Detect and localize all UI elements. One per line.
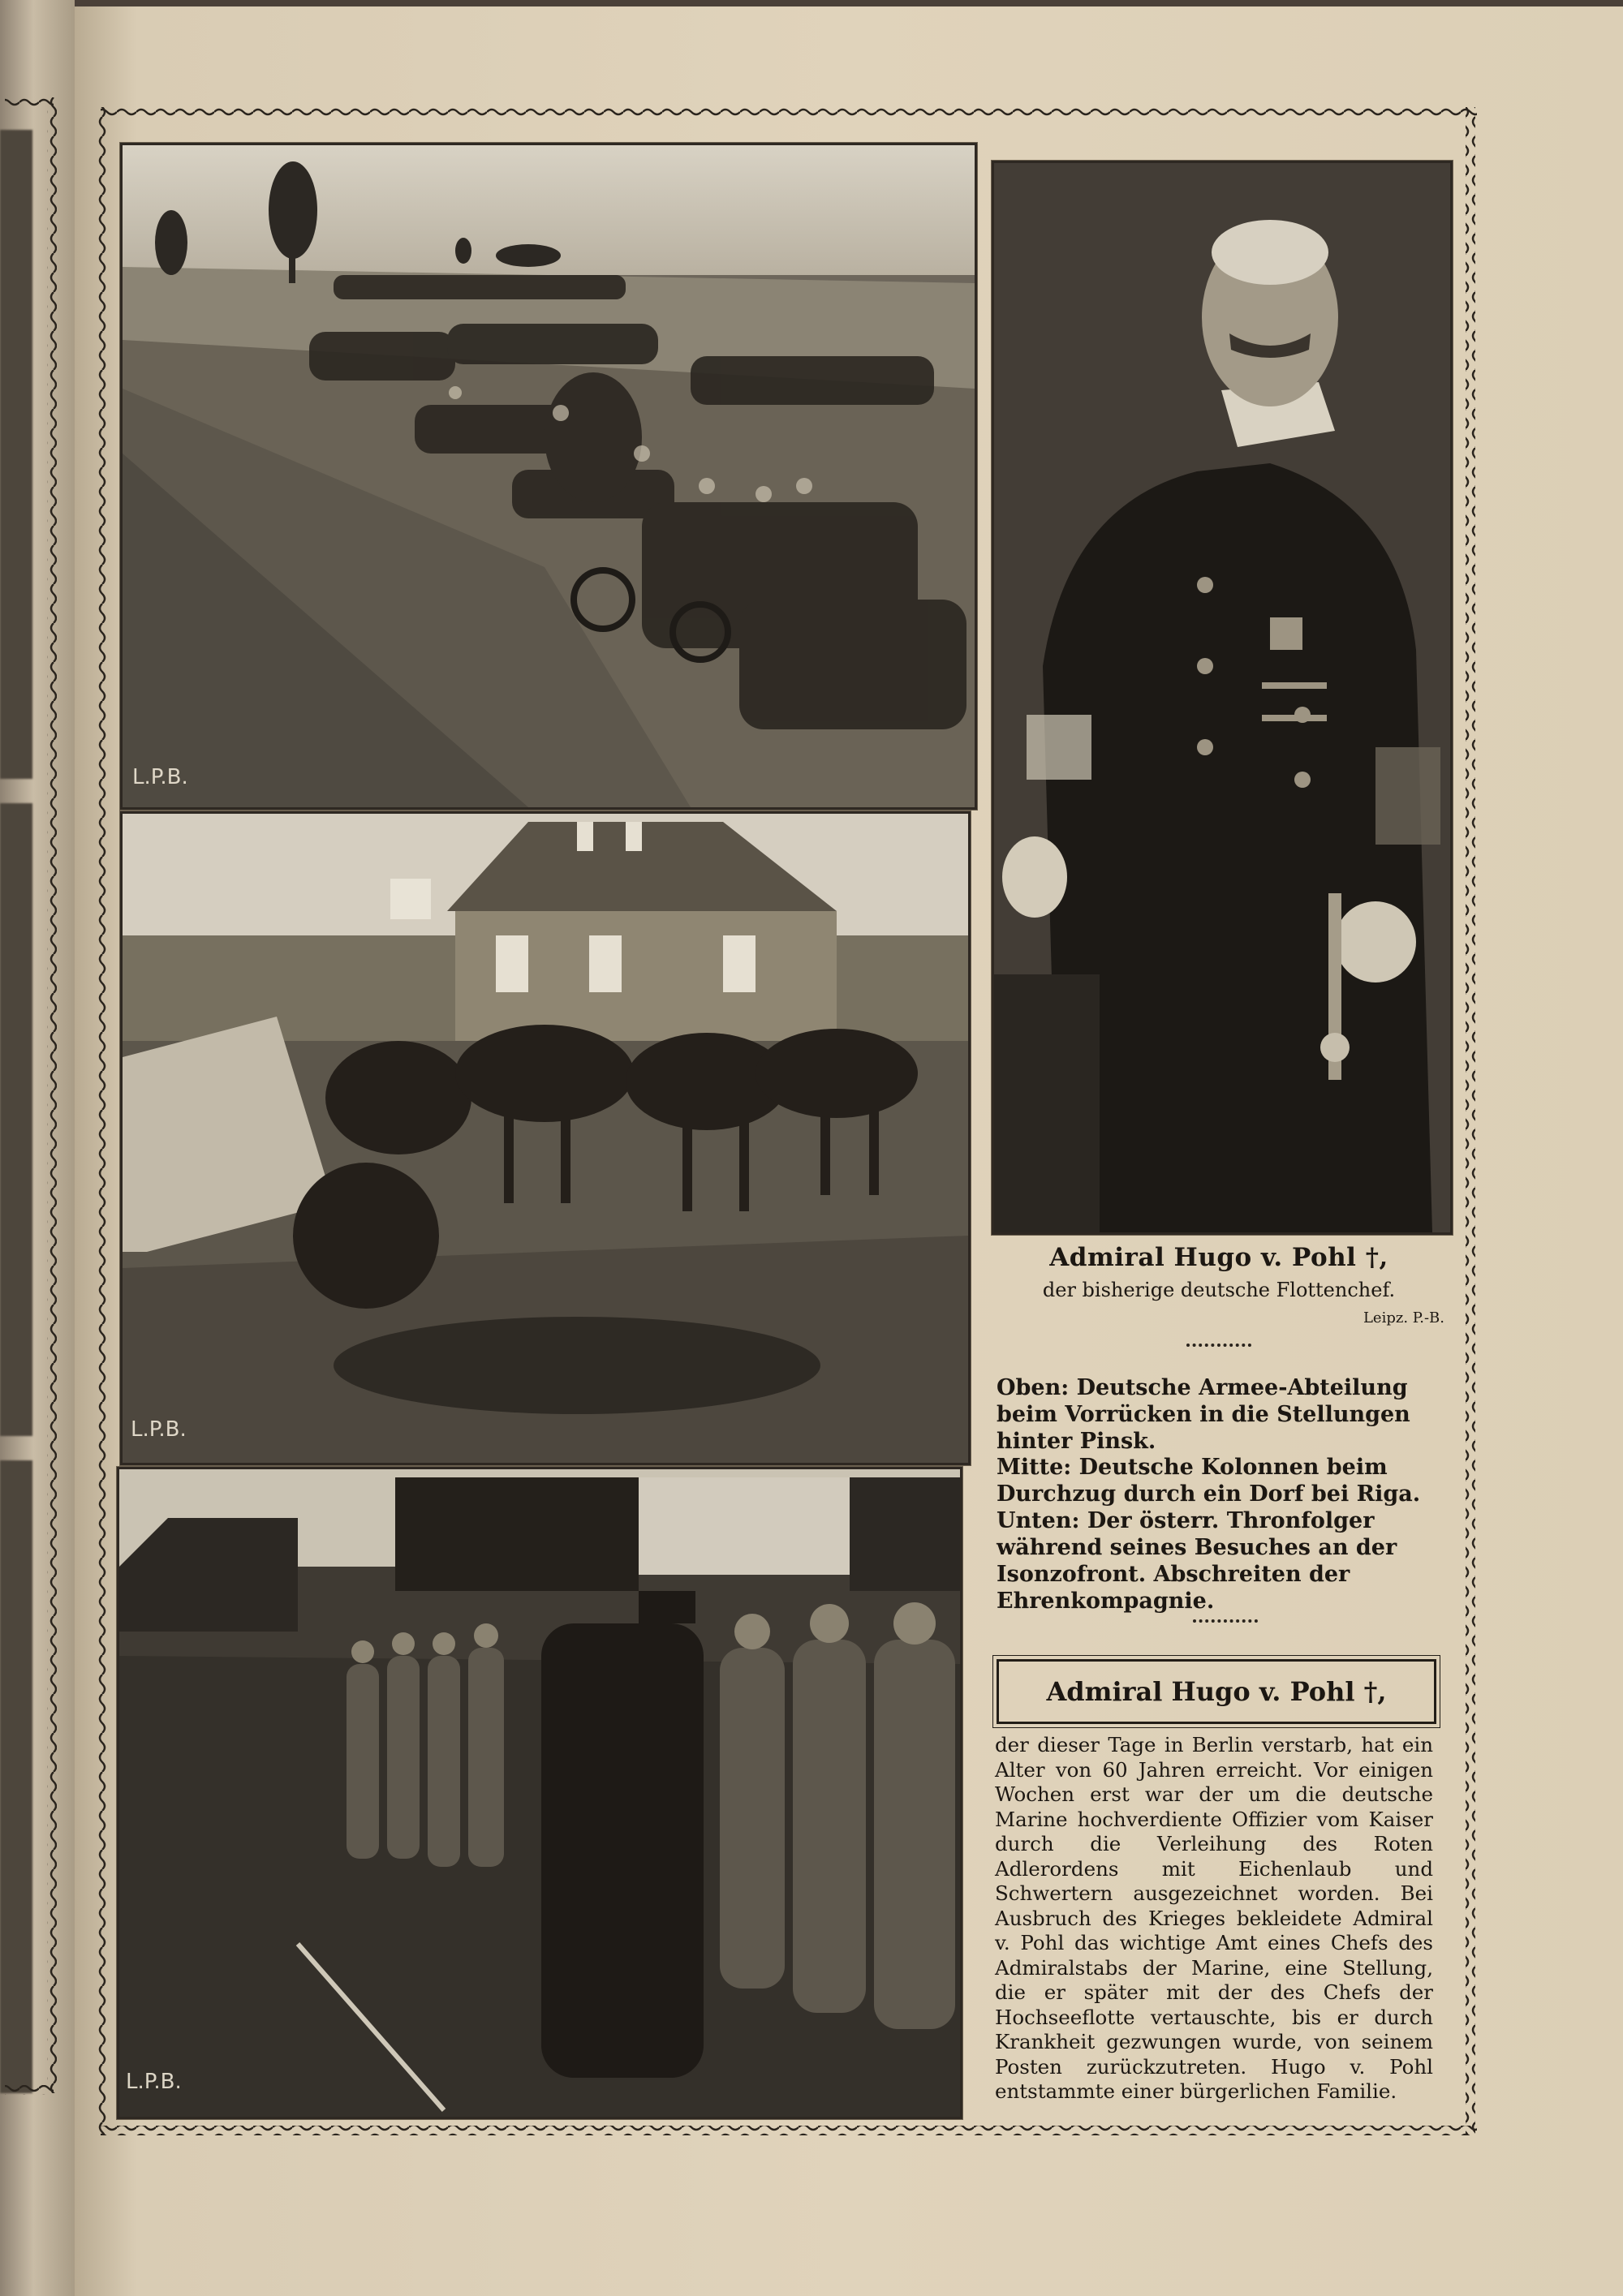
description-label: Mitte: xyxy=(997,1455,1072,1480)
photo-portrait-admiral xyxy=(992,161,1453,1235)
photo-village-columns xyxy=(120,811,971,1465)
photo-army-column xyxy=(120,143,977,810)
photo-guard-of-honour xyxy=(117,1467,962,2119)
portrait-caption-subtitle: der bisherige deutsche Flottenchef. xyxy=(1042,1279,1396,1301)
divider-dots xyxy=(1193,1619,1258,1623)
portrait-credit: Leipz. P.-B. xyxy=(1363,1309,1444,1326)
description-text: Deutsche Kolonnen beim Durchzug durch ein Dorf bei Riga. xyxy=(997,1455,1421,1507)
divider-dots xyxy=(1186,1344,1251,1347)
portrait-caption-title: Admiral Hugo v. Pohl †, xyxy=(1049,1243,1388,1272)
article-body: der dieser Tage in Berlin verstarb, hat ein Alter von 60 Jahren erreicht. Vor einigen Wochen erst war der um die deutsche Marine hochverdiente Offizier vom Kaiser durch die Verleihung des Roten Adlerordens mit Eichenlaub und Schwertern ausgezeichnet worden. Bei Ausbruch des Krieges bekleidete Admiral v. Pohl das wichtige Amt eines Chefs des Admiralstabs der Marine, eine Stellung, die er später mit der des Chefs der Hochseeflotte vertauschte, bis er durch Krankheit gezwungen wurde, von seinem Posten zurückzutreten. Hugo v. Pohl entstammte einer bürgerlichen Familie. xyxy=(995,1733,1433,2103)
photo-credit-mark: L.P.B. xyxy=(126,2070,182,2094)
description-text: Deutsche Armee-Abteilung beim Vorrücken in die Stellungen hinter Pinsk. xyxy=(997,1375,1410,1454)
photo-credit-mark: L.P.B. xyxy=(131,1417,187,1442)
article-heading: Admiral Hugo v. Pohl †, xyxy=(997,1659,1436,1724)
description-bottom xyxy=(997,1507,1435,1615)
description-label: Unten: xyxy=(997,1508,1080,1533)
description-middle xyxy=(997,1454,1435,1507)
description-text: Der österr. Thronfolger während seines Besuches an der Isonzofront. Abschreiten der Ehrenkompagnie. xyxy=(997,1508,1397,1614)
description-top xyxy=(997,1374,1435,1455)
description-label: Oben: xyxy=(997,1375,1070,1400)
photo-credit-mark: L.P.B. xyxy=(132,765,188,789)
